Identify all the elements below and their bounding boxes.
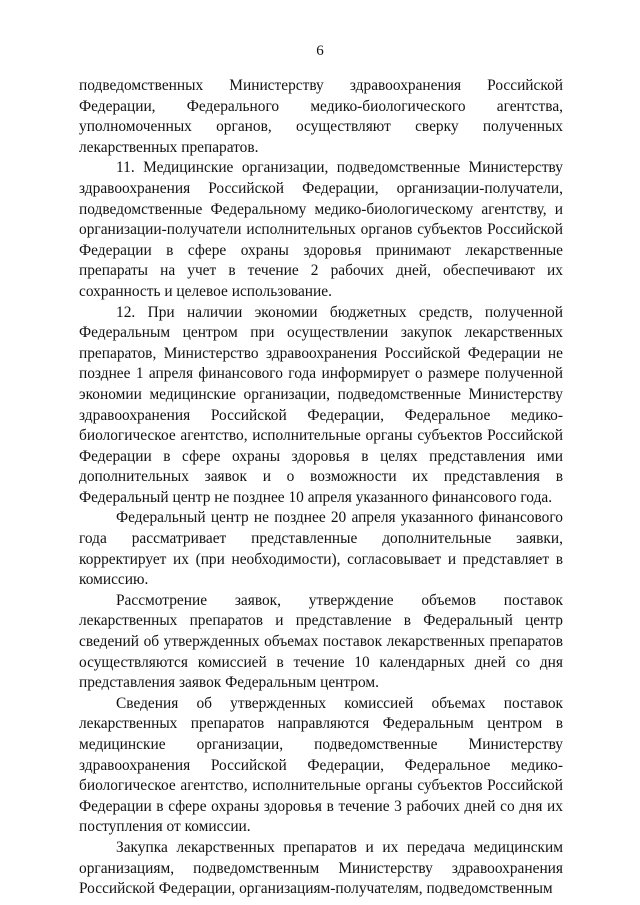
paragraph-commission-review: Рассмотрение заявок, утверждение объемов поставок лекарственных препаратов и представление в Федеральный центр сведений об утвержденных объемах поставок лекарственных препаратов осуществляются комиссией в течение 10 календарных дней со дня представления заявок Федеральным центром.	[79, 591, 563, 692]
document-body	[79, 76, 563, 900]
paragraph-continuation: подведомственных Министерству здравоохранения Российской Федерации, Федерального медико-биологического агентства, уполномоченных органов, осуществляют сверку полученных лекарственных препаратов.	[79, 77, 563, 156]
paragraph-federal-center-review: Федеральный центр не позднее 20 апреля указанного финансового года рассматривает представленные дополнительные заявки, корректирует их (при необходимости), согласовывает и представляет в комиссию.	[79, 509, 563, 589]
paragraph-item-12: 12. При наличии экономии бюджетных средств, полученной Федеральным центром при осуществлении закупок лекарственных препаратов, Министерство здравоохранения Российской Федерации не позднее 1 апреля финансового года информирует о размере полученной экономии медицинские организации, подведомственные Министерству здравоохранения Российской Федерации, Федеральное медико-биологическое агентство, исполнительные органы субъектов Российской Федерации в сфере охраны здоровья в целях представления ими дополнительных заявок и о возможности их представления в Федеральный центр не позднее 10 апреля указанного финансового года.	[79, 303, 563, 506]
paragraph-approved-volumes: Сведения об утвержденных комиссией объемах поставок лекарственных препаратов направляются Федеральным центром в медицинские организации, подведомственные Министерству здравоохранения Российской Федерации, Федеральное медико-биологическое агентство, исполнительные органы субъектов Российской Федерации в сфере охраны здоровья в течение 3 рабочих дней со дня их поступления от комиссии.	[79, 694, 563, 836]
paragraph-item-11: 11. Медицинские организации, подведомственные Министерству здравоохранения Российской Федерации, организации-получатели, подведомственные Федеральному медико-биологическому агентству, и организации-получатели исполнительных органов субъектов Российской Федерации в сфере охраны здоровья принимают лекарственные препараты на учет в течение 2 рабочих дней, обеспечивают их сохранность и целевое использование.	[79, 159, 563, 300]
paragraph-procurement-transfer: Закупка лекарственных препаратов и их передача медицинским организациям, подведомственным Министерству здравоохранения Российской Федерации, организациям-получателям, подведомственным	[79, 838, 563, 898]
page-number: 6	[316, 43, 324, 59]
